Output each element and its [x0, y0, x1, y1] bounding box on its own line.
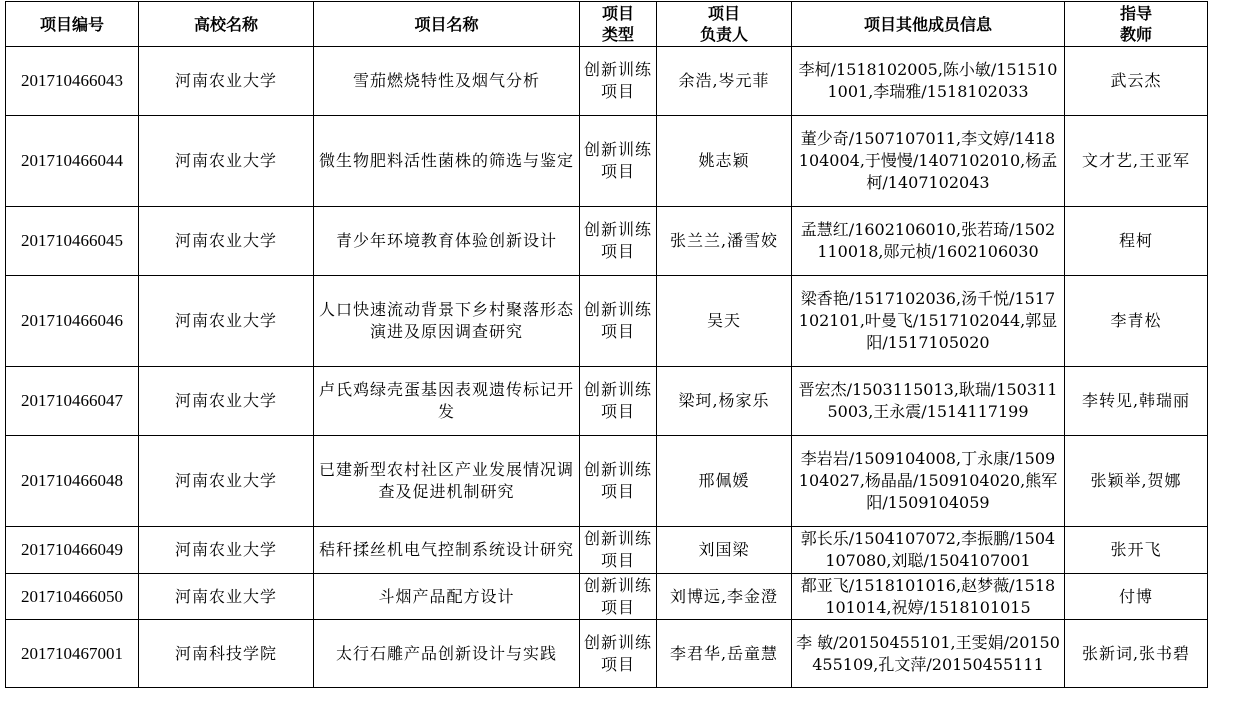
header-row: [6, 2, 1208, 47]
project-type-cell: 创新训练项目: [580, 116, 657, 207]
project-name-cell: 已建新型农村社区产业发展情况调查及促进机制研究: [314, 436, 580, 527]
advisor-cell: 李转见,韩瑞丽: [1065, 367, 1208, 436]
project-table: [5, 1, 1208, 688]
members-cell: 孟慧红/1602106010,张若琦/1502110018,郧元桢/1602106030: [792, 207, 1065, 276]
school-cell: 河南农业大学: [139, 207, 314, 276]
header-project-type: [580, 2, 657, 47]
leader-cell: 梁珂,杨家乐: [657, 367, 792, 436]
header-advisor-line2: 教师: [1119, 25, 1152, 44]
advisor-cell: 付博: [1065, 574, 1208, 620]
leader-cell: 刘博远,李金澄: [657, 574, 792, 620]
members-cell: 梁香艳/1517102036,汤千悦/1517102101,叶曼飞/1517102044,郭显阳/1517105020: [792, 276, 1065, 367]
school-cell: 河南农业大学: [139, 276, 314, 367]
members-cell: 晋宏杰/1503115013,耿瑞/1503115003,王永震/1514117199: [792, 367, 1065, 436]
school-cell: 河南农业大学: [139, 436, 314, 527]
header-advisor: [1065, 2, 1208, 47]
leader-cell: 张兰兰,潘雪姣: [657, 207, 792, 276]
table-row: [6, 620, 1208, 688]
project-name-cell: 微生物肥料活性菌株的筛选与鉴定: [314, 116, 580, 207]
project-type-cell: 创新训练项目: [580, 574, 657, 620]
members-cell: 李 敏/20150455101,王雯娟/20150455109,孔文萍/20150455111: [792, 620, 1065, 688]
header-leader-line1: 项目: [707, 4, 740, 23]
project-type-cell: 创新训练项目: [580, 527, 657, 574]
header-leader: [657, 2, 792, 47]
members-cell: 董少奇/1507107011,李文婷/1418104004,于慢慢/1407102010,杨孟柯/1407102043: [792, 116, 1065, 207]
project-name-cell: 卢氏鸡绿壳蛋基因表观遗传标记开发: [314, 367, 580, 436]
school-cell: 河南农业大学: [139, 116, 314, 207]
project-type-cell: 创新训练项目: [580, 47, 657, 116]
project-type-cell: 创新训练项目: [580, 620, 657, 688]
school-cell: 河南农业大学: [139, 527, 314, 574]
header-project-name: 项目名称: [314, 2, 580, 47]
project-id-cell: 201710466044: [6, 116, 139, 207]
header-advisor-line1: 指导: [1119, 4, 1152, 23]
project-id-cell: 201710466048: [6, 436, 139, 527]
members-cell: 都亚飞/1518101016,赵梦薇/1518101014,祝婷/1518101015: [792, 574, 1065, 620]
school-cell: 河南科技学院: [139, 620, 314, 688]
project-id-cell: 201710466047: [6, 367, 139, 436]
project-name-cell: 人口快速流动背景下乡村聚落形态演进及原因调查研究: [314, 276, 580, 367]
leader-cell: 余浩,岑元菲: [657, 47, 792, 116]
project-name-cell: 秸秆揉丝机电气控制系统设计研究: [314, 527, 580, 574]
members-cell: 李岩岩/1509104008,丁永康/1509104027,杨晶晶/1509104020,熊军阳/1509104059: [792, 436, 1065, 527]
members-cell: 郭长乐/1504107072,李振鹏/1504107080,刘聪/1504107001: [792, 527, 1065, 574]
table-row: [6, 436, 1208, 527]
advisor-cell: 李青松: [1065, 276, 1208, 367]
advisor-cell: 程柯: [1065, 207, 1208, 276]
project-id-cell: 201710467001: [6, 620, 139, 688]
advisor-cell: 张新词,张书碧: [1065, 620, 1208, 688]
school-cell: 河南农业大学: [139, 367, 314, 436]
header-project-type-line2: 类型: [601, 25, 634, 44]
header-school: 高校名称: [139, 2, 314, 47]
project-name-cell: 雪茄燃烧特性及烟气分析: [314, 47, 580, 116]
leader-cell: 邢佩媛: [657, 436, 792, 527]
leader-cell: 李君华,岳童慧: [657, 620, 792, 688]
project-type-cell: 创新训练项目: [580, 207, 657, 276]
advisor-cell: 张颖举,贺娜: [1065, 436, 1208, 527]
project-id-cell: 201710466050: [6, 574, 139, 620]
leader-cell: 刘国梁: [657, 527, 792, 574]
project-name-cell: 斗烟产品配方设计: [314, 574, 580, 620]
project-id-cell: 201710466045: [6, 207, 139, 276]
header-members: 项目其他成员信息: [792, 2, 1065, 47]
advisor-cell: 武云杰: [1065, 47, 1208, 116]
table-row: [6, 276, 1208, 367]
leader-cell: 姚志颖: [657, 116, 792, 207]
table-row: [6, 574, 1208, 620]
members-cell: 李柯/1518102005,陈小敏/1515101001,李瑞雅/1518102033: [792, 47, 1065, 116]
table-row: [6, 116, 1208, 207]
header-leader-line2: 负责人: [699, 25, 748, 44]
advisor-cell: 文才艺,王亚军: [1065, 116, 1208, 207]
header-project-id: 项目编号: [6, 2, 139, 47]
project-id-cell: 201710466046: [6, 276, 139, 367]
project-type-cell: 创新训练项目: [580, 436, 657, 527]
table-row: [6, 207, 1208, 276]
header-project-type-line1: 项目: [601, 4, 634, 23]
project-type-cell: 创新训练项目: [580, 367, 657, 436]
leader-cell: 吴天: [657, 276, 792, 367]
project-id-cell: 201710466049: [6, 527, 139, 574]
table-row: [6, 367, 1208, 436]
table-row: [6, 47, 1208, 116]
table-row: [6, 527, 1208, 574]
project-name-cell: 青少年环境教育体验创新设计: [314, 207, 580, 276]
project-type-cell: 创新训练项目: [580, 276, 657, 367]
advisor-cell: 张开飞: [1065, 527, 1208, 574]
school-cell: 河南农业大学: [139, 47, 314, 116]
project-id-cell: 201710466043: [6, 47, 139, 116]
project-name-cell: 太行石雕产品创新设计与实践: [314, 620, 580, 688]
school-cell: 河南农业大学: [139, 574, 314, 620]
